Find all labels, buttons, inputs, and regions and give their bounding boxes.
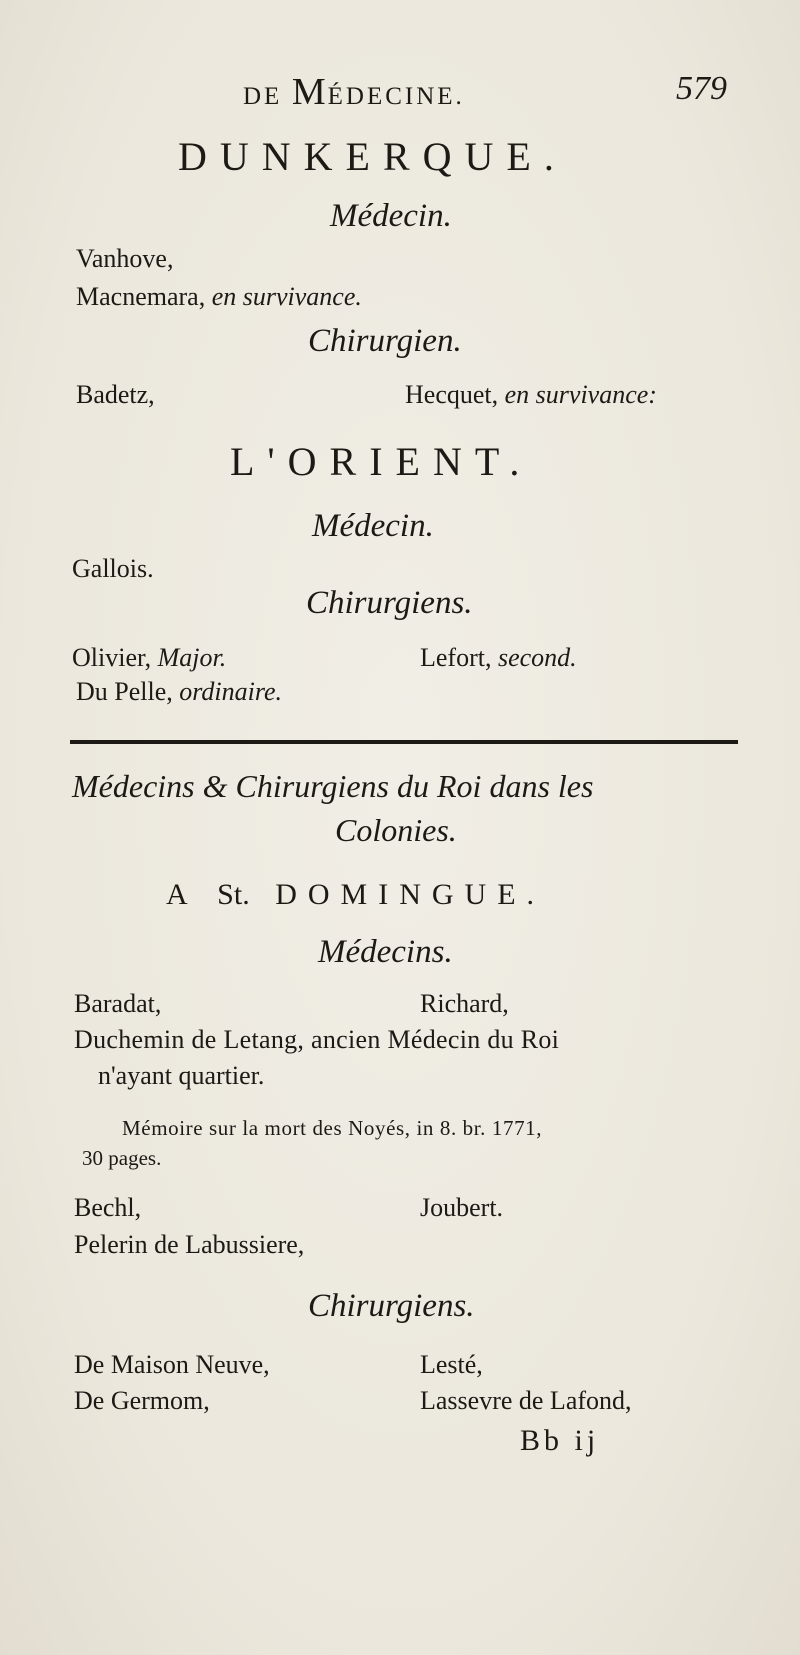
memoire-note-line2: 30 pages. (82, 1146, 162, 1170)
place-name: DOMINGUE. (275, 878, 546, 911)
colonies-medecins-heading: Médecins. (318, 934, 453, 970)
colonies-line6-left: De Maison Neuve, (74, 1350, 270, 1379)
colonies-line7-right: Lassevre de Lafond, (420, 1386, 632, 1415)
colonies-title-line1: Médecins & Chirurgiens du Roi dans les (72, 768, 594, 804)
lorient-chirurgiens-heading: Chirurgiens. (306, 585, 473, 621)
dunkerque-medecin-line2 (76, 282, 362, 312)
memoire-note-line1: Mémoire sur la mort des Noyés, in 8. br. 1771, (122, 1116, 543, 1140)
place-heading-st-domingue (166, 878, 545, 912)
place-st: St. (217, 878, 250, 911)
name: Du Pelle, (76, 677, 173, 706)
dunkerque-chirurgien-right (405, 380, 657, 410)
lorient-line1-left (72, 643, 226, 673)
name: Olivier, (72, 643, 152, 672)
colonies-line2: Duchemin de Letang, ancien Médecin du Roi (74, 1025, 560, 1054)
name: Lefort, (420, 643, 492, 672)
colonies-line1-right: Richard, (420, 989, 509, 1018)
page-number: 579 (676, 70, 727, 107)
dunkerque-chirurgien-heading: Chirurgien. (308, 323, 462, 359)
colonies-line4-left: Bechl, (74, 1193, 142, 1222)
lorient-medecin-line1: Gallois. (72, 554, 154, 583)
dunkerque-medecin-heading: Médecin. (330, 198, 452, 234)
colonies-line7-left: De Germom, (74, 1386, 210, 1415)
dunkerque-chirurgien-left: Badetz, (76, 380, 155, 409)
running-title-initial: M (291, 71, 328, 113)
colonies-line1-left: Baradat, (74, 989, 162, 1018)
lorient-line1-right (420, 643, 577, 673)
signature-mark: Bb ij (520, 1424, 600, 1457)
colonies-line4-right: Joubert. (420, 1193, 504, 1222)
note: en survivance: (504, 380, 657, 409)
colonies-line6-right: Lesté, (420, 1350, 483, 1379)
colonies-line3: n'ayant quartier. (98, 1061, 265, 1090)
running-title-rest: ÉDECINE. (327, 83, 465, 110)
running-title (243, 70, 465, 114)
city-heading-dunkerque: DUNKERQUE. (178, 134, 567, 179)
section-divider-rule (70, 740, 738, 744)
note: Major. (157, 643, 227, 672)
lorient-line2 (76, 677, 282, 707)
colonies-chirurgiens-heading: Chirurgiens. (308, 1288, 475, 1324)
name: Macnemara, (76, 282, 206, 311)
note: ordinaire. (179, 677, 283, 706)
place-prefix: A (166, 878, 188, 911)
note: second. (497, 643, 577, 672)
city-heading-lorient: L'ORIENT. (230, 439, 533, 484)
lorient-medecin-heading: Médecin. (312, 508, 434, 544)
note: en survivance. (211, 282, 362, 311)
name: Hecquet, (405, 380, 499, 409)
dunkerque-medecin-line1: Vanhove, (76, 244, 174, 273)
colonies-line5: Pelerin de Labussiere, (74, 1230, 305, 1259)
running-title-prefix: DE (243, 83, 283, 110)
colonies-title-line2: Colonies. (335, 812, 457, 848)
